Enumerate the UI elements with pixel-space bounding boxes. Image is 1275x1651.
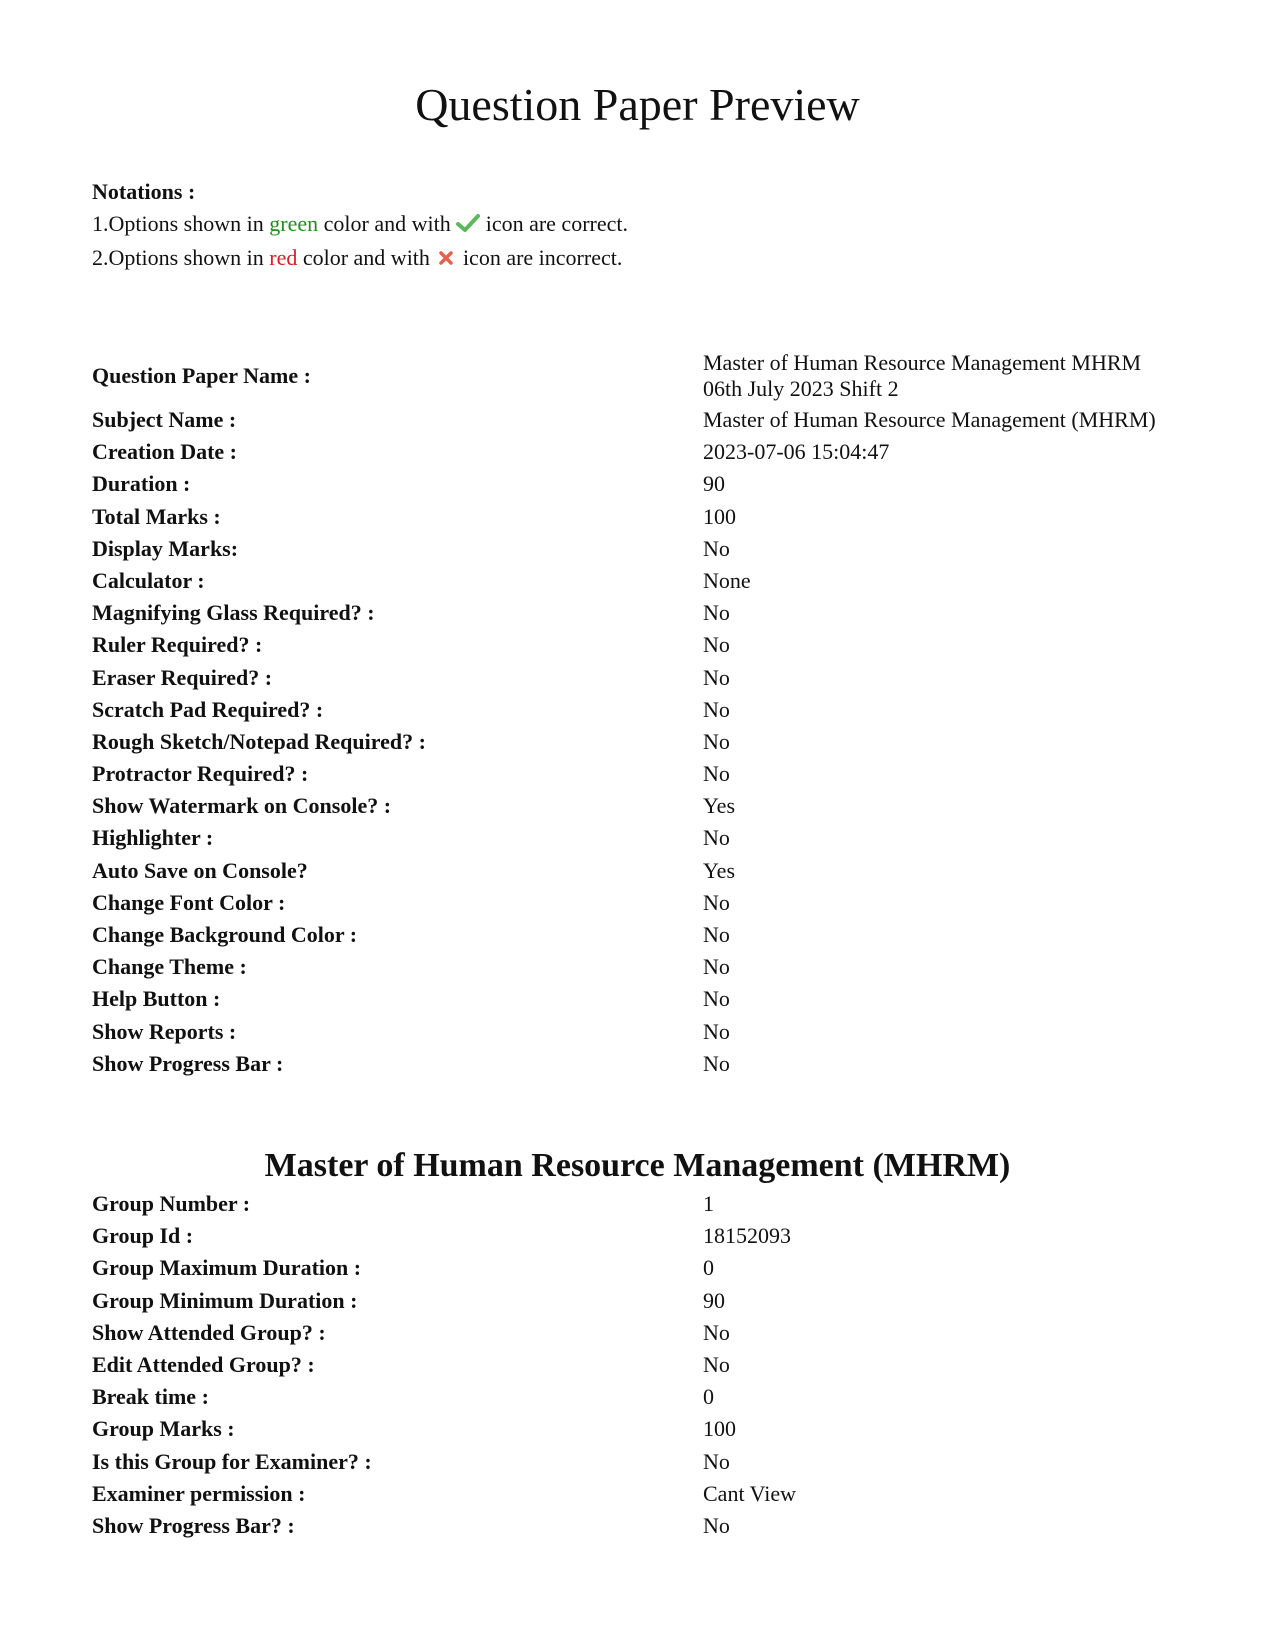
notations-heading: Notations : bbox=[92, 179, 196, 204]
field-value: No bbox=[703, 1448, 730, 1474]
table-row bbox=[92, 632, 1212, 664]
table-row bbox=[92, 407, 1212, 439]
field-value-line: Master of Human Resource Management MHRM bbox=[703, 350, 1142, 375]
field-value: 1 bbox=[703, 1191, 714, 1216]
field-label: Change Background Color : bbox=[92, 922, 358, 947]
notation-incorrect bbox=[92, 242, 628, 276]
notation-correct bbox=[92, 208, 628, 242]
table-row bbox=[92, 986, 1212, 1018]
table-row bbox=[92, 858, 1212, 890]
field-label: Ruler Required? : bbox=[92, 632, 263, 658]
field-label: Show Progress Bar : bbox=[92, 1050, 284, 1076]
table-row bbox=[92, 665, 1212, 697]
table-row bbox=[92, 471, 1212, 503]
notations-block bbox=[92, 176, 628, 276]
table-row bbox=[92, 1288, 1212, 1320]
table-row bbox=[92, 1191, 1212, 1223]
table-row bbox=[92, 1352, 1212, 1384]
notation-text: icon are incorrect. bbox=[457, 244, 623, 270]
notation-text: 2.Options shown in bbox=[92, 244, 270, 270]
table-row bbox=[92, 1513, 1212, 1545]
field-value: Cant View bbox=[703, 1480, 796, 1506]
red-word: red bbox=[269, 244, 298, 270]
field-label: Calculator : bbox=[92, 567, 205, 593]
field-value: Yes bbox=[703, 793, 736, 819]
table-row bbox=[92, 504, 1212, 536]
field-value: No bbox=[703, 1512, 730, 1538]
field-value: Yes bbox=[703, 857, 736, 883]
table-row bbox=[92, 568, 1212, 600]
table-row bbox=[92, 890, 1212, 922]
cross-icon bbox=[435, 244, 457, 276]
field-value: No bbox=[703, 600, 730, 626]
field-label: Highlighter : bbox=[92, 825, 214, 851]
field-value: No bbox=[703, 761, 730, 787]
notation-text: icon are correct. bbox=[480, 211, 628, 236]
field-value: No bbox=[703, 1351, 730, 1377]
field-value: 2023-07-06 15:04:47 bbox=[703, 439, 890, 465]
table-row bbox=[92, 350, 1212, 407]
field-label: Break time : bbox=[92, 1384, 209, 1410]
field-label: Display Marks: bbox=[92, 535, 239, 561]
table-row bbox=[92, 761, 1212, 793]
table-row bbox=[92, 1481, 1212, 1513]
field-value: 90 bbox=[703, 1287, 725, 1313]
field-label: Show Attended Group? : bbox=[92, 1319, 326, 1345]
table-row bbox=[92, 825, 1212, 857]
table-row bbox=[92, 536, 1212, 568]
field-label: Scratch Pad Required? : bbox=[92, 696, 324, 722]
field-value: Master of Human Resource Management (MHRM) bbox=[703, 407, 1156, 432]
field-value: No bbox=[703, 1018, 730, 1044]
field-label: Magnifying Glass Required? : bbox=[92, 600, 375, 626]
table-row bbox=[92, 697, 1212, 729]
table-row bbox=[92, 1384, 1212, 1416]
field-label: Total Marks : bbox=[92, 503, 221, 529]
field-label: Eraser Required? : bbox=[92, 664, 273, 690]
field-label: Auto Save on Console? bbox=[92, 857, 308, 883]
table-row bbox=[92, 954, 1212, 986]
field-label: Show Watermark on Console? : bbox=[92, 793, 392, 819]
group-info-table bbox=[92, 1191, 1212, 1545]
notation-text: color and with bbox=[297, 244, 436, 270]
field-value: No bbox=[703, 1050, 730, 1076]
field-label: Change Font Color : bbox=[92, 889, 286, 915]
field-label: Group Minimum Duration : bbox=[92, 1287, 358, 1313]
table-row bbox=[92, 1051, 1212, 1083]
table-row bbox=[92, 793, 1212, 825]
field-label: Question Paper Name : bbox=[92, 363, 311, 388]
field-value: No bbox=[703, 664, 730, 690]
field-value: 0 bbox=[703, 1384, 714, 1410]
field-value: 0 bbox=[703, 1255, 714, 1281]
field-value: No bbox=[703, 889, 730, 915]
field-value: No bbox=[703, 922, 730, 947]
field-label: Change Theme : bbox=[92, 954, 247, 980]
table-row bbox=[92, 1255, 1212, 1287]
field-label: Subject Name : bbox=[92, 407, 237, 432]
table-row bbox=[92, 922, 1212, 954]
field-value: No bbox=[703, 954, 730, 980]
page-title: Question Paper Preview bbox=[415, 79, 860, 130]
check-icon bbox=[456, 210, 480, 242]
field-value: No bbox=[703, 986, 730, 1012]
field-label: Group Maximum Duration : bbox=[92, 1255, 362, 1281]
table-row bbox=[92, 1320, 1212, 1352]
field-value: No bbox=[703, 696, 730, 722]
table-row bbox=[92, 439, 1212, 471]
table-row bbox=[92, 1449, 1212, 1481]
table-row bbox=[92, 729, 1212, 761]
field-value: None bbox=[703, 567, 751, 593]
paper-info-table bbox=[92, 350, 1212, 1083]
field-value: No bbox=[703, 825, 730, 851]
section-title: Master of Human Resource Management (MHRM) bbox=[264, 1147, 1011, 1184]
field-label: Show Reports : bbox=[92, 1018, 237, 1044]
field-value-line: 06th July 2023 Shift 2 bbox=[703, 376, 899, 401]
green-word: green bbox=[269, 211, 319, 236]
field-value: 90 bbox=[703, 471, 725, 497]
field-label: Group Marks : bbox=[92, 1416, 235, 1442]
field-label: Show Progress Bar? : bbox=[92, 1512, 295, 1538]
table-row bbox=[92, 1416, 1212, 1448]
notation-text: color and with bbox=[318, 211, 457, 236]
table-row bbox=[92, 1019, 1212, 1051]
field-label: Duration : bbox=[92, 471, 191, 497]
field-label: Group Number : bbox=[92, 1191, 251, 1216]
notation-text: 1.Options shown in bbox=[92, 211, 270, 236]
field-value: No bbox=[703, 632, 730, 658]
field-value: 100 bbox=[703, 1416, 736, 1442]
field-label: Help Button : bbox=[92, 986, 221, 1012]
field-label: Examiner permission : bbox=[92, 1480, 306, 1506]
field-label: Is this Group for Examiner? : bbox=[92, 1448, 372, 1474]
table-row bbox=[92, 600, 1212, 632]
field-label: Group Id : bbox=[92, 1223, 194, 1249]
field-value: No bbox=[703, 535, 730, 561]
field-label: Protractor Required? : bbox=[92, 761, 309, 787]
field-value bbox=[703, 350, 1212, 407]
field-label: Edit Attended Group? : bbox=[92, 1351, 315, 1377]
field-value: No bbox=[703, 1319, 730, 1345]
table-row bbox=[92, 1223, 1212, 1255]
field-label: Creation Date : bbox=[92, 439, 237, 465]
field-value: No bbox=[703, 728, 730, 754]
field-label: Rough Sketch/Notepad Required? : bbox=[92, 728, 426, 754]
field-value: 100 bbox=[703, 503, 736, 529]
field-value: 18152093 bbox=[703, 1223, 791, 1249]
